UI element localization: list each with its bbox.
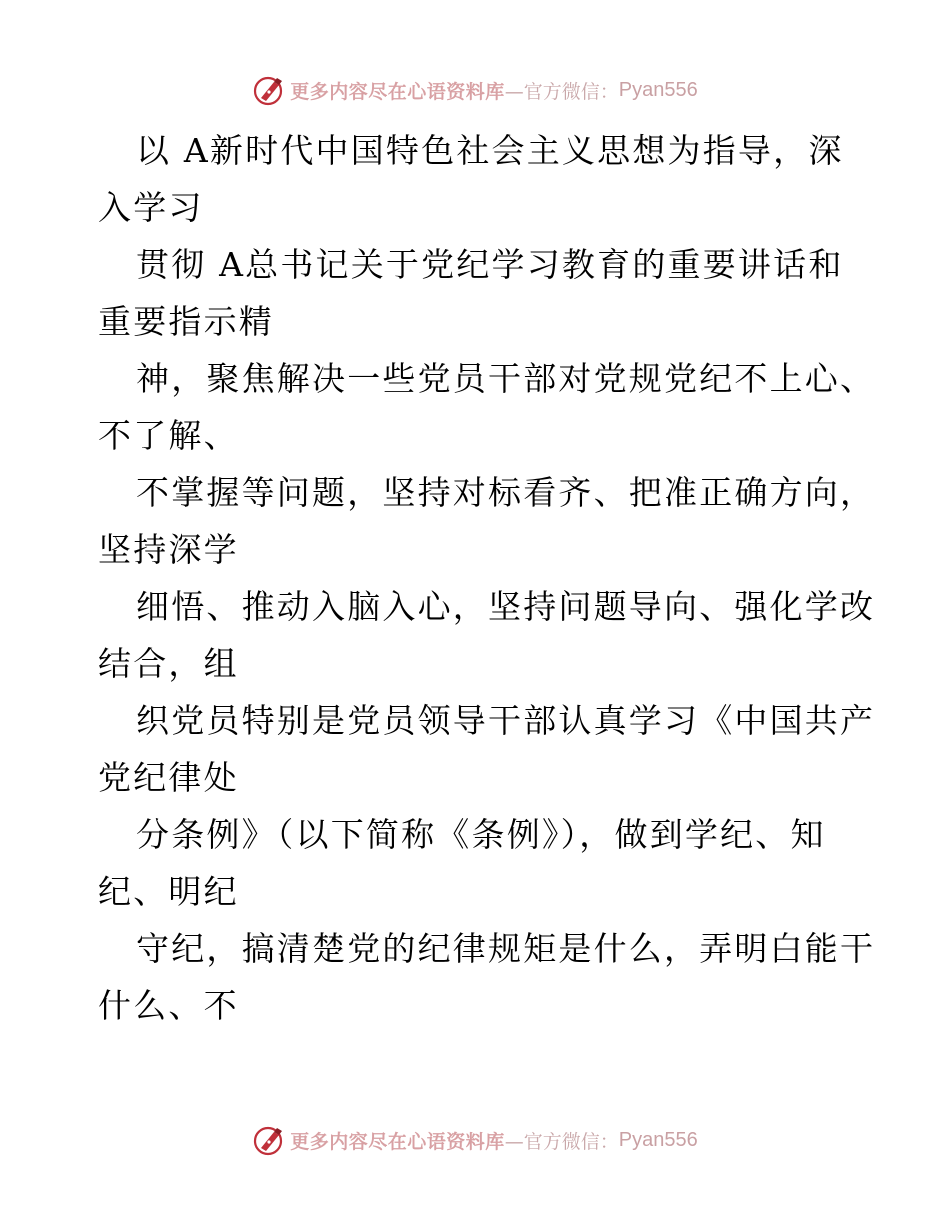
paragraph-line: 结合，组 bbox=[98, 644, 239, 683]
paragraph bbox=[98, 122, 858, 236]
paragraph-line: 织党员特别是党员领导干部认真学习《中国共产 bbox=[136, 701, 876, 740]
header-banner-id: Pyan556 bbox=[618, 78, 698, 101]
pen-nib-logo-icon bbox=[252, 73, 286, 107]
footer-banner-id: Pyan556 bbox=[618, 1128, 698, 1151]
paragraph-line: 重要指示精 bbox=[98, 302, 274, 341]
paragraph bbox=[98, 578, 876, 692]
paragraph-line: 以 A新时代中国特色社会主义思想为指导，深 bbox=[136, 131, 844, 170]
paragraph-line: 什么、不 bbox=[98, 986, 239, 1025]
paragraph bbox=[98, 236, 858, 350]
paragraph-line: 细悟、推动入脑入心，坚持问题导向、强化学改 bbox=[136, 587, 876, 626]
footer-banner-text: 更多内容尽在心语资料库 bbox=[290, 1130, 505, 1153]
pen-nib-logo-icon bbox=[252, 1123, 286, 1157]
paragraph-line: 不了解、 bbox=[98, 416, 239, 455]
paragraph-line: 守纪，搞清楚党的纪律规矩是什么，弄明白能干 bbox=[136, 929, 876, 968]
paragraph-line: 党纪律处 bbox=[98, 758, 239, 797]
footer-banner-dash: —官方微信： bbox=[504, 1130, 619, 1153]
paragraph-line: 纪、明纪 bbox=[98, 872, 239, 911]
header-banner-text: 更多内容尽在心语资料库 bbox=[290, 80, 505, 103]
paragraph bbox=[98, 350, 876, 464]
paragraph bbox=[98, 692, 876, 806]
paragraph-line: 不掌握等问题，坚持对标看齐、把准正确方向， bbox=[136, 473, 876, 512]
paragraph bbox=[98, 464, 876, 578]
document-body bbox=[98, 122, 876, 1034]
paragraph-line: 贯彻 A总书记关于党纪学习教育的重要讲话和 bbox=[136, 245, 844, 284]
paragraph-line: 入学习 bbox=[98, 188, 204, 227]
paragraph bbox=[98, 806, 858, 920]
paragraph bbox=[98, 920, 876, 1034]
header-banner-dash: —官方微信： bbox=[504, 80, 619, 103]
paragraph-line: 神，聚焦解决一些党员干部对党规党纪不上心、 bbox=[136, 359, 876, 398]
header-banner bbox=[0, 70, 950, 110]
footer-banner bbox=[0, 1120, 950, 1160]
paragraph-line: 分条例》（以下简称《条例》），做到学纪、知 bbox=[136, 815, 826, 854]
paragraph-line: 坚持深学 bbox=[98, 530, 239, 569]
